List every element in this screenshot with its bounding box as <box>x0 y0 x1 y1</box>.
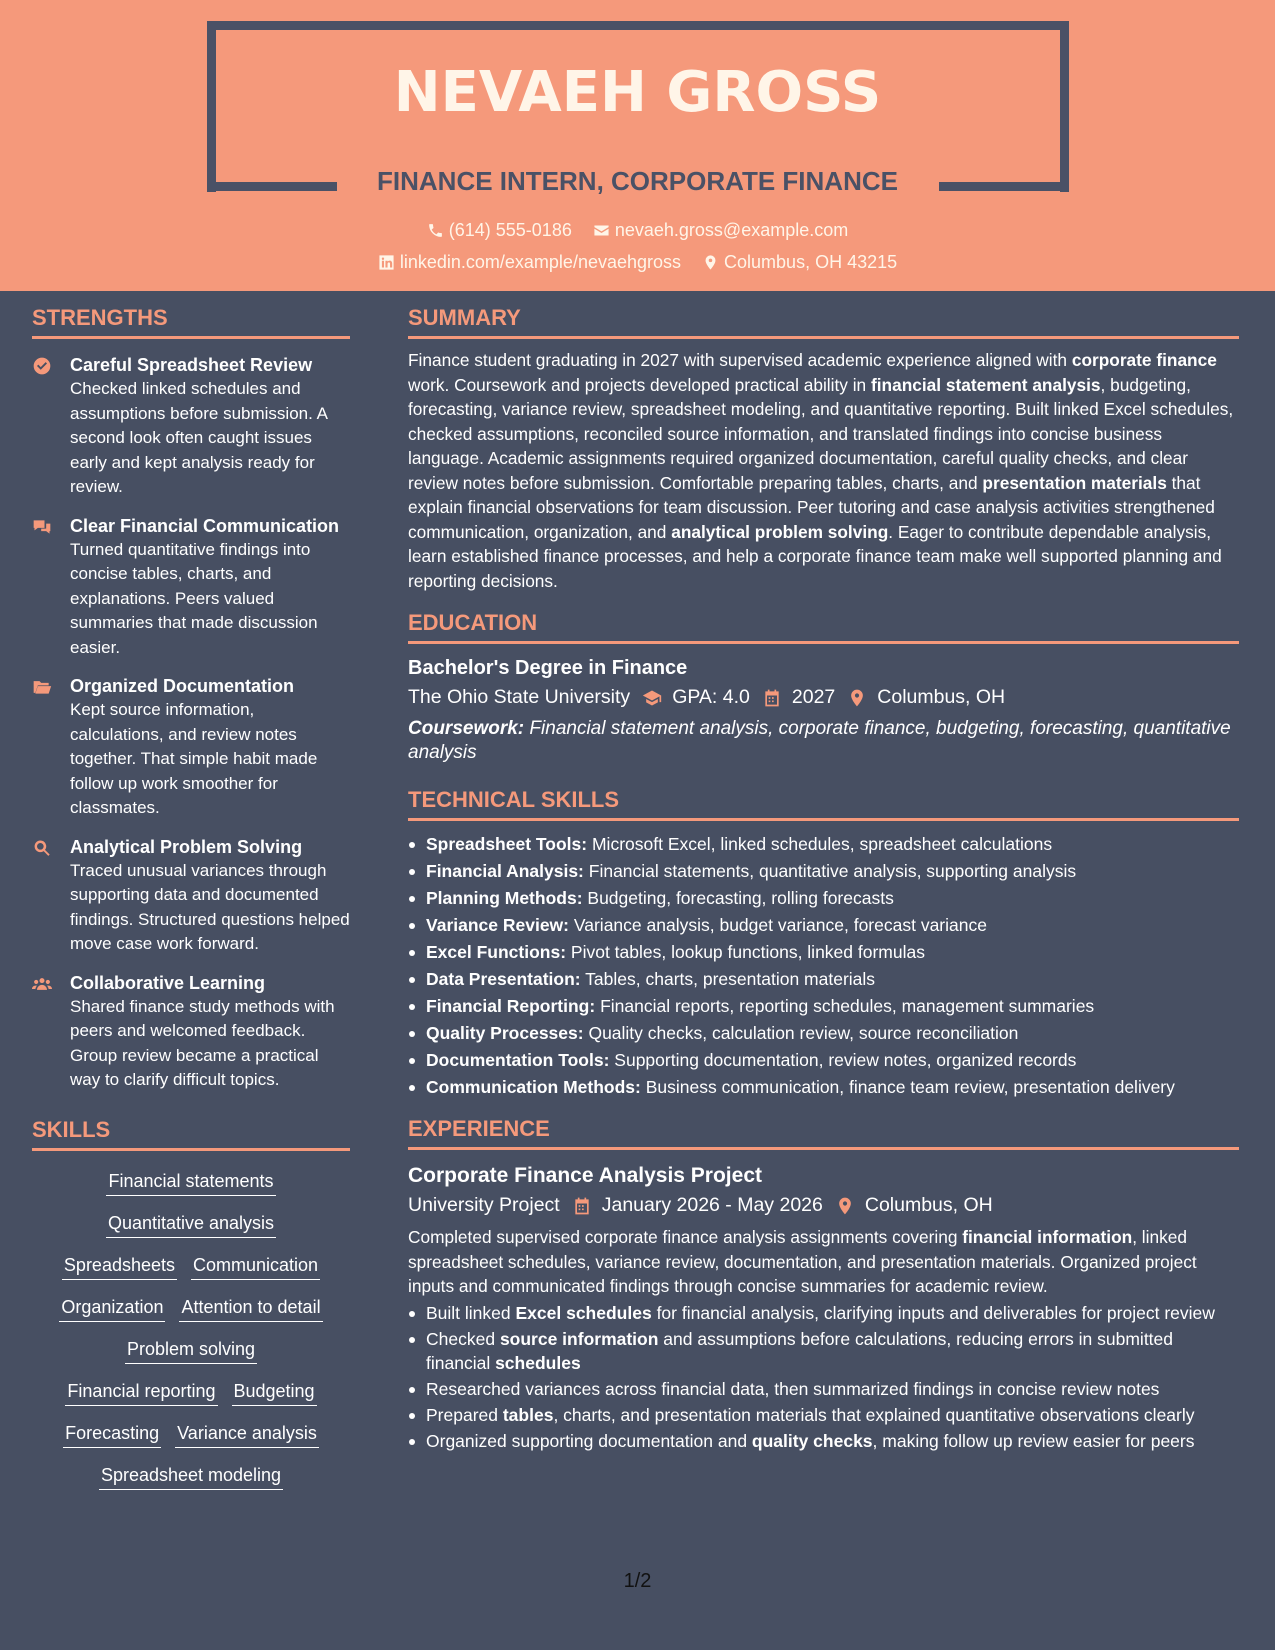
strength-text: Traced unusual variances through supporting data and documented findings. Structured questions helped move case work forward. <box>70 860 350 953</box>
education-heading: EDUCATION <box>408 610 1239 644</box>
summary-text: Finance student graduating in 2027 with supervised academic experience aligned with corporate finance work. Coursework and projects developed practical ability in financial statement analysis, budgeting, forecasting, variance review, spreadsheet modeling, and quantitative reporting. Built linked Excel schedules, checked assumptions, reconciled source information, and translated findings into concise business language. Academic assignments required organized documentation, careful quality checks, and clear review notes before submission. Comfortable preparing tables, charts, and presentation materials that explain financial observations for team discussion. Peer tutoring and case analysis activities strengthened communication, organization, and analytical problem solving. Eager to contribute dependable analysis, learn established finance processes, and help a corporate finance team make well supported planning and reporting decisions. <box>408 350 1234 591</box>
map-pin-icon <box>702 254 719 271</box>
phone-item <box>427 220 572 241</box>
experience-title: Corporate Finance Analysis Project <box>408 1164 762 1187</box>
linkedin-link[interactable]: linkedin.com/example/nevaehgross <box>399 252 682 272</box>
technical-skill-item <box>408 913 1239 937</box>
technical-skill-label: Variance Review: <box>426 915 569 935</box>
strength-body <box>70 514 350 661</box>
linkedin-item[interactable] <box>378 252 681 273</box>
strength-title: Analytical Problem Solving <box>70 836 303 857</box>
technical-skill-item <box>408 1048 1239 1072</box>
emphasis: schedules <box>495 1352 581 1373</box>
technical-skill-value: Microsoft Excel, linked schedules, spreadsheet calculations <box>591 834 1053 854</box>
technical-skill-value: Financial reports, reporting schedules, management summaries <box>600 996 1095 1016</box>
technical-skill-item <box>408 886 1239 910</box>
technical-skill-value: Financial statements, quantitative analysis, supporting analysis <box>588 861 1077 881</box>
experience-bullet: Built linked Excel schedules for financial analysis, clarifying inputs and deliverables for project review <box>408 1301 1239 1325</box>
strength-text: Kept source information, calculations, and review notes together. That simple habit made follow up work smoother for classmates. <box>70 700 318 817</box>
strength-text: Checked linked schedules and assumptions before submission. A second look often caught issues early and kept analysis ready for review. <box>70 379 328 496</box>
graduation-cap-icon <box>642 688 662 708</box>
strength-body <box>70 971 350 1093</box>
technical-skill-item <box>408 859 1239 883</box>
experience-intro: Completed supervised corporate finance analysis assignments covering financial information, linked spreadsheet schedules, variance review, documentation, and presentation materials. Organized project inputs and communicated findings through concise summaries for academic review. <box>408 1227 1197 1296</box>
check-circle-icon <box>32 356 52 376</box>
skill-tag: Attention to detail <box>179 1295 322 1322</box>
coursework-label: Coursework: <box>408 718 525 739</box>
phone-icon <box>427 222 444 239</box>
map-pin-icon <box>847 688 867 708</box>
emphasis: presentation materials <box>982 472 1167 493</box>
strength-title: Organized Documentation <box>70 676 295 696</box>
strength-title: Clear Financial Communication <box>70 515 340 536</box>
technical-skill-label: Planning Methods: <box>426 888 583 908</box>
skill-row <box>32 1463 350 1490</box>
technical-skill-item <box>408 940 1239 964</box>
experience-bullets <box>408 1301 1239 1453</box>
skill-tag: Financial statements <box>106 1169 275 1196</box>
skill-row <box>32 1169 350 1196</box>
experience-bullet: Researched variances across financial data, then summarized findings in concise review notes <box>408 1377 1239 1401</box>
strength-item <box>32 514 350 661</box>
skill-tag: Organization <box>59 1295 165 1322</box>
technical-skill-label: Excel Functions: <box>426 942 567 962</box>
coursework-text: Financial statement analysis, corporate finance, budgeting, forecasting, quantitative analysis <box>408 718 1231 763</box>
strength-title: Careful Spreadsheet Review <box>70 355 313 375</box>
contact-row-2 <box>0 252 1275 276</box>
skill-tag: Variance analysis <box>175 1421 319 1448</box>
skill-row <box>32 1337 350 1364</box>
experience-dates: January 2026 - May 2026 <box>601 1194 823 1216</box>
emphasis: Excel schedules <box>515 1302 652 1323</box>
location-text: Columbus, OH 43215 <box>724 252 898 272</box>
technical-skill-value: Quality checks, calculation review, source reconciliation <box>588 1023 1019 1043</box>
strength-body <box>70 835 350 957</box>
skill-tag: Communication <box>191 1253 320 1280</box>
folder-open-icon <box>32 677 52 697</box>
skills-heading: SKILLS <box>32 1117 350 1151</box>
comments-icon <box>32 517 52 537</box>
technical-skill-label: Spreadsheet Tools: <box>426 834 588 854</box>
skill-tag: Forecasting <box>63 1421 161 1448</box>
candidate-name: NEVAEH GROSS <box>393 60 882 125</box>
technical-skill-label: Communication Methods: <box>426 1077 641 1097</box>
strength-icon-wrap <box>32 514 70 661</box>
experience-location: Columbus, OH <box>864 1194 993 1216</box>
map-pin-icon <box>835 1196 855 1216</box>
calendar-icon <box>572 1196 592 1216</box>
school-name: The Ohio State University <box>408 686 631 708</box>
strength-item <box>32 835 350 957</box>
envelope-icon <box>593 222 610 239</box>
emphasis: source information <box>499 1328 659 1349</box>
technical-skill-item <box>408 1075 1239 1099</box>
experience-bullet: Prepared tables, charts, and presentation materials that explained quantitative observations clearly <box>408 1403 1239 1427</box>
linkedin-icon <box>378 254 395 271</box>
emphasis: tables <box>502 1404 554 1425</box>
technical-skill-label: Quality Processes: <box>426 1023 584 1043</box>
degree-title: Bachelor's Degree in Finance <box>408 657 688 679</box>
strength-title: Collaborative Learning <box>70 972 266 993</box>
emphasis: corporate finance <box>1071 350 1217 370</box>
experience-bullet: Organized supporting documentation and quality checks, making follow up review easier for peers <box>408 1429 1239 1453</box>
school-location: Columbus, OH <box>877 686 1006 708</box>
technical-skills-heading: TECHNICAL SKILLS <box>408 787 1239 821</box>
skill-tag: Spreadsheets <box>62 1253 177 1280</box>
technical-skill-value: Pivot tables, lookup functions, linked formulas <box>570 942 925 962</box>
technical-skill-label: Financial Reporting: <box>426 996 596 1016</box>
graduation-year: 2027 <box>791 686 836 708</box>
contact-row-1 <box>0 220 1275 244</box>
strength-text: Shared finance study methods with peers and welcomed feedback. Group review became a practical way to clarify difficult topics. <box>70 996 335 1089</box>
strength-body <box>70 353 350 500</box>
calendar-icon <box>762 688 782 708</box>
technical-skill-item <box>408 967 1239 991</box>
skill-row <box>32 1253 350 1280</box>
education-meta <box>408 686 1239 709</box>
skill-row <box>32 1379 350 1406</box>
technical-skill-value: Supporting documentation, review notes, organized records <box>614 1050 1077 1070</box>
skill-tag: Problem solving <box>125 1337 257 1364</box>
strength-icon-wrap <box>32 674 70 821</box>
emphasis: financial statement analysis <box>870 374 1101 395</box>
coursework <box>408 717 1239 765</box>
email-item[interactable] <box>593 220 848 241</box>
right-column <box>408 305 1239 1455</box>
strength-icon-wrap <box>32 835 70 957</box>
users-icon <box>32 974 52 994</box>
location-item <box>702 252 897 273</box>
search-icon <box>32 838 52 858</box>
strength-icon-wrap <box>32 353 70 500</box>
technical-skill-value: Variance analysis, budget variance, forecast variance <box>573 915 987 935</box>
skills-list <box>32 1165 350 1490</box>
skill-row <box>32 1421 350 1448</box>
skill-tag: Spreadsheet modeling <box>99 1463 283 1490</box>
strength-text: Turned quantitative findings into concise tables, charts, and explanations. Peers valued summaries that made discussion easier. <box>70 539 318 657</box>
skill-tag: Budgeting <box>232 1379 317 1406</box>
experience-org: University Project <box>408 1194 560 1216</box>
technical-skills-list <box>408 832 1239 1099</box>
phone-text: (614) 555-0186 <box>448 220 572 240</box>
technical-skill-label: Documentation Tools: <box>426 1050 610 1070</box>
technical-skill-value: Budgeting, forecasting, rolling forecasts <box>587 888 894 908</box>
technical-skill-item <box>408 994 1239 1018</box>
technical-skill-item <box>408 1021 1239 1045</box>
summary-heading: SUMMARY <box>408 305 1239 339</box>
skill-row <box>32 1211 350 1238</box>
technical-skill-label: Data Presentation: <box>426 969 581 989</box>
header-banner <box>0 0 1275 291</box>
experience-heading: EXPERIENCE <box>408 1116 1239 1150</box>
technical-skill-item <box>408 832 1239 856</box>
strengths-heading: STRENGTHS <box>32 305 350 339</box>
job-title: FINANCE INTERN, CORPORATE FINANCE <box>377 166 898 196</box>
left-column <box>32 305 350 1505</box>
strength-icon-wrap <box>32 971 70 1093</box>
strength-body <box>70 674 350 821</box>
strengths-list <box>32 353 350 1093</box>
skill-row <box>32 1295 350 1322</box>
strength-item <box>32 353 350 500</box>
skill-tag: Financial reporting <box>65 1379 217 1406</box>
strength-item <box>32 674 350 821</box>
strength-item <box>32 971 350 1093</box>
technical-skill-label: Financial Analysis: <box>426 861 584 881</box>
emphasis: financial information <box>962 1227 1133 1247</box>
email-link[interactable]: nevaeh.gross@example.com <box>614 220 849 240</box>
emphasis: quality checks <box>751 1430 873 1451</box>
gpa-text: GPA: 4.0 <box>672 686 750 708</box>
experience-meta <box>408 1194 1239 1217</box>
experience-bullet: Checked source information and assumptions before calculations, reducing errors in submitted financial schedules <box>408 1327 1239 1375</box>
technical-skill-value: Tables, charts, presentation materials <box>585 969 876 989</box>
page-number: 1/2 <box>623 1570 652 1592</box>
skill-tag: Quantitative analysis <box>106 1211 276 1238</box>
emphasis: analytical problem solving <box>671 521 889 542</box>
technical-skill-value: Business communication, finance team review, presentation delivery <box>645 1077 1175 1097</box>
